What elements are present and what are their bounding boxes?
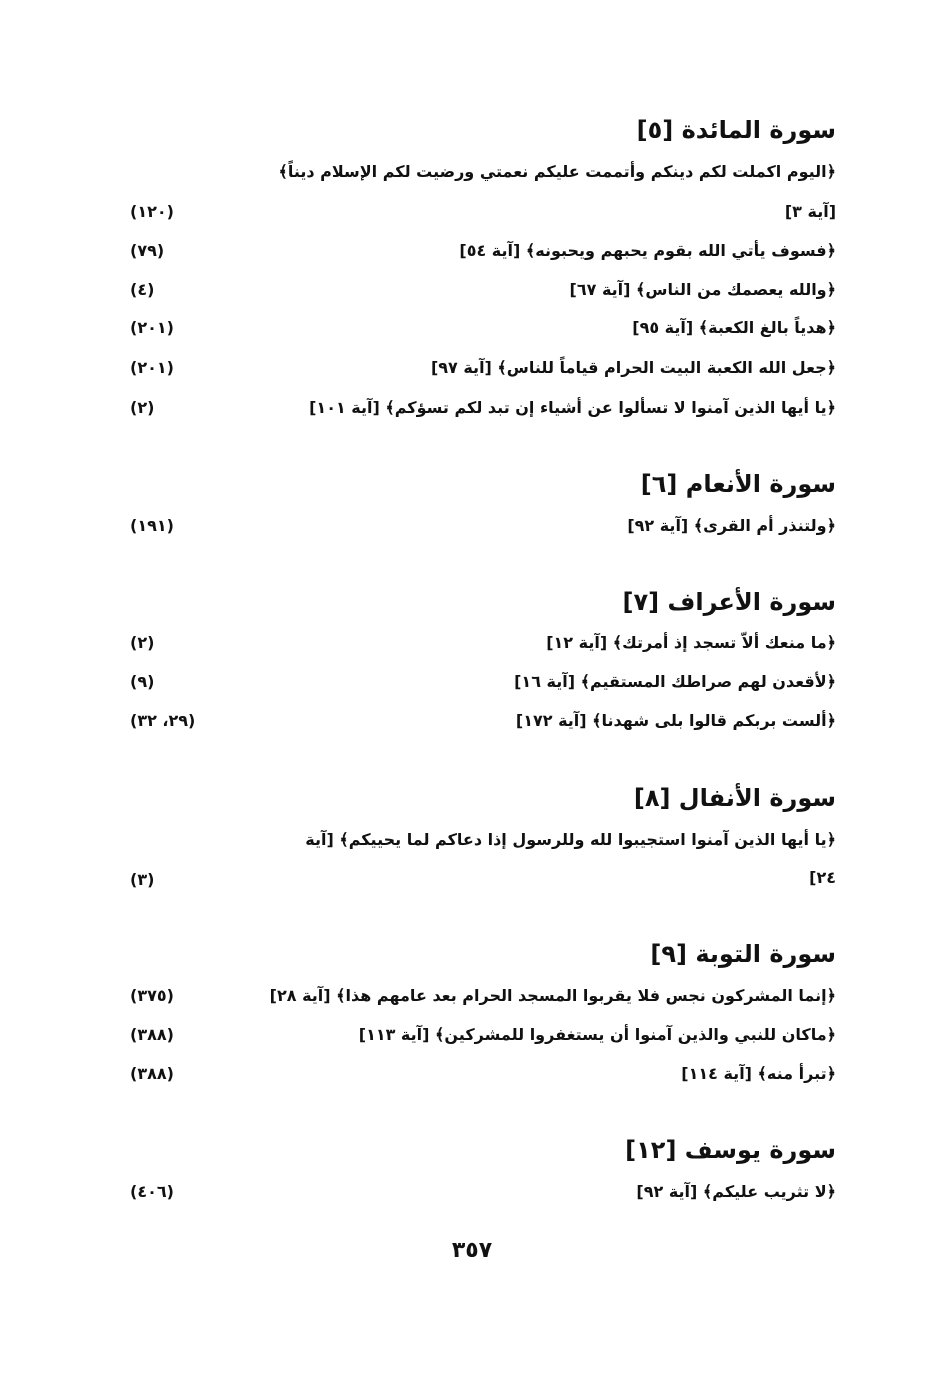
page-reference: (٤٠٦) — [130, 1182, 174, 1201]
page-reference: (٢٠١) — [130, 358, 174, 377]
page-reference: (٢) — [130, 633, 155, 652]
page-reference: (٤) — [130, 280, 155, 299]
surah-heading-al-anfal: سورة الأنفال [٨] — [633, 784, 836, 812]
page-reference: (٢) — [130, 398, 155, 417]
verse-citation: ﴿لأقعدن لهم صراطك المستقيم﴾ [آية ١٦] — [514, 672, 836, 691]
verse-citation: ﴿جعل الله الكعبة البيت الحرام قياماً للناس﴾ [آية ٩٧] — [430, 358, 836, 377]
verse-citation: ﴿إنما المشركون نجس فلا يقربوا المسجد الحرام بعد عامهم هذا﴾ [آية ٢٨] — [269, 986, 836, 1005]
verse-citation: ﴿اليوم اكملت لكم دينكم وأتممت عليكم نعمتي ورضيت لكم الإسلام ديناً﴾ — [278, 162, 836, 181]
page-reference: (٧٩) — [130, 241, 165, 260]
page-reference: (٣) — [130, 870, 155, 889]
surah-heading-at-tawbah: سورة التوبة [٩] — [650, 940, 836, 968]
verse-citation: ﴿تبرأ منه﴾ [آية ١١٤] — [681, 1064, 836, 1083]
verse-citation: ٢٤] — [809, 868, 836, 887]
surah-heading-al-maidah: سورة المائدة [٥] — [636, 116, 836, 144]
verse-citation: ﴿فسوف يأتي الله بقوم يحبهم ويحبونه﴾ [آية ٥٤] — [459, 241, 836, 260]
page-reference: (٣٧٥) — [130, 986, 174, 1005]
page-reference: (٢٠١) — [130, 318, 174, 337]
verse-citation: ﴿ألست بربكم قالوا بلى شهدنا﴾ [آية ١٧٢] — [515, 711, 836, 730]
page-reference: (٩) — [130, 672, 155, 691]
page-reference: (٣٨٨) — [130, 1064, 174, 1083]
surah-heading-al-anam: سورة الأنعام [٦] — [640, 470, 836, 498]
verse-citation: [آية ٣] — [784, 202, 836, 221]
verse-citation: ﴿ما منعك ألاّ تسجد إذ أمرتك﴾ [آية ١٢] — [546, 633, 836, 652]
verse-citation: ﴿ولتنذر أم القرى﴾ [آية ٩٢] — [627, 516, 836, 535]
page-reference: (٢٩، ٣٢) — [130, 711, 196, 730]
page-reference: (٣٨٨) — [130, 1025, 174, 1044]
page-number: ٣٥٧ — [451, 1238, 493, 1263]
surah-heading-al-araf: سورة الأعراف [٧] — [622, 588, 836, 616]
verse-citation: ﴿يا أيها الذين آمنوا استجيبوا لله وللرسول إذا دعاكم لما يحييكم﴾ [آية — [305, 830, 836, 849]
verse-citation: ﴿والله يعصمك من الناس﴾ [آية ٦٧] — [569, 280, 836, 299]
verse-citation: ﴿هدياً بالغ الكعبة﴾ [آية ٩٥] — [632, 318, 836, 337]
page-reference: (١٩١) — [130, 516, 174, 535]
verse-citation: ﴿يا أيها الذين آمنوا لا تسألوا عن أشياء إن تبد لكم تسؤكم﴾ [آية ١٠١] — [309, 398, 836, 417]
verse-citation: ﴿ماكان للنبي والذين آمنوا أن يستغفروا للمشركين﴾ [آية ١١٣] — [358, 1025, 836, 1044]
page-reference: (١٢٠) — [130, 202, 174, 221]
surah-heading-yusuf: سورة يوسف [١٢] — [625, 1136, 836, 1164]
verse-citation: ﴿لا تثريب عليكم﴾ [آية ٩٢] — [636, 1182, 836, 1201]
